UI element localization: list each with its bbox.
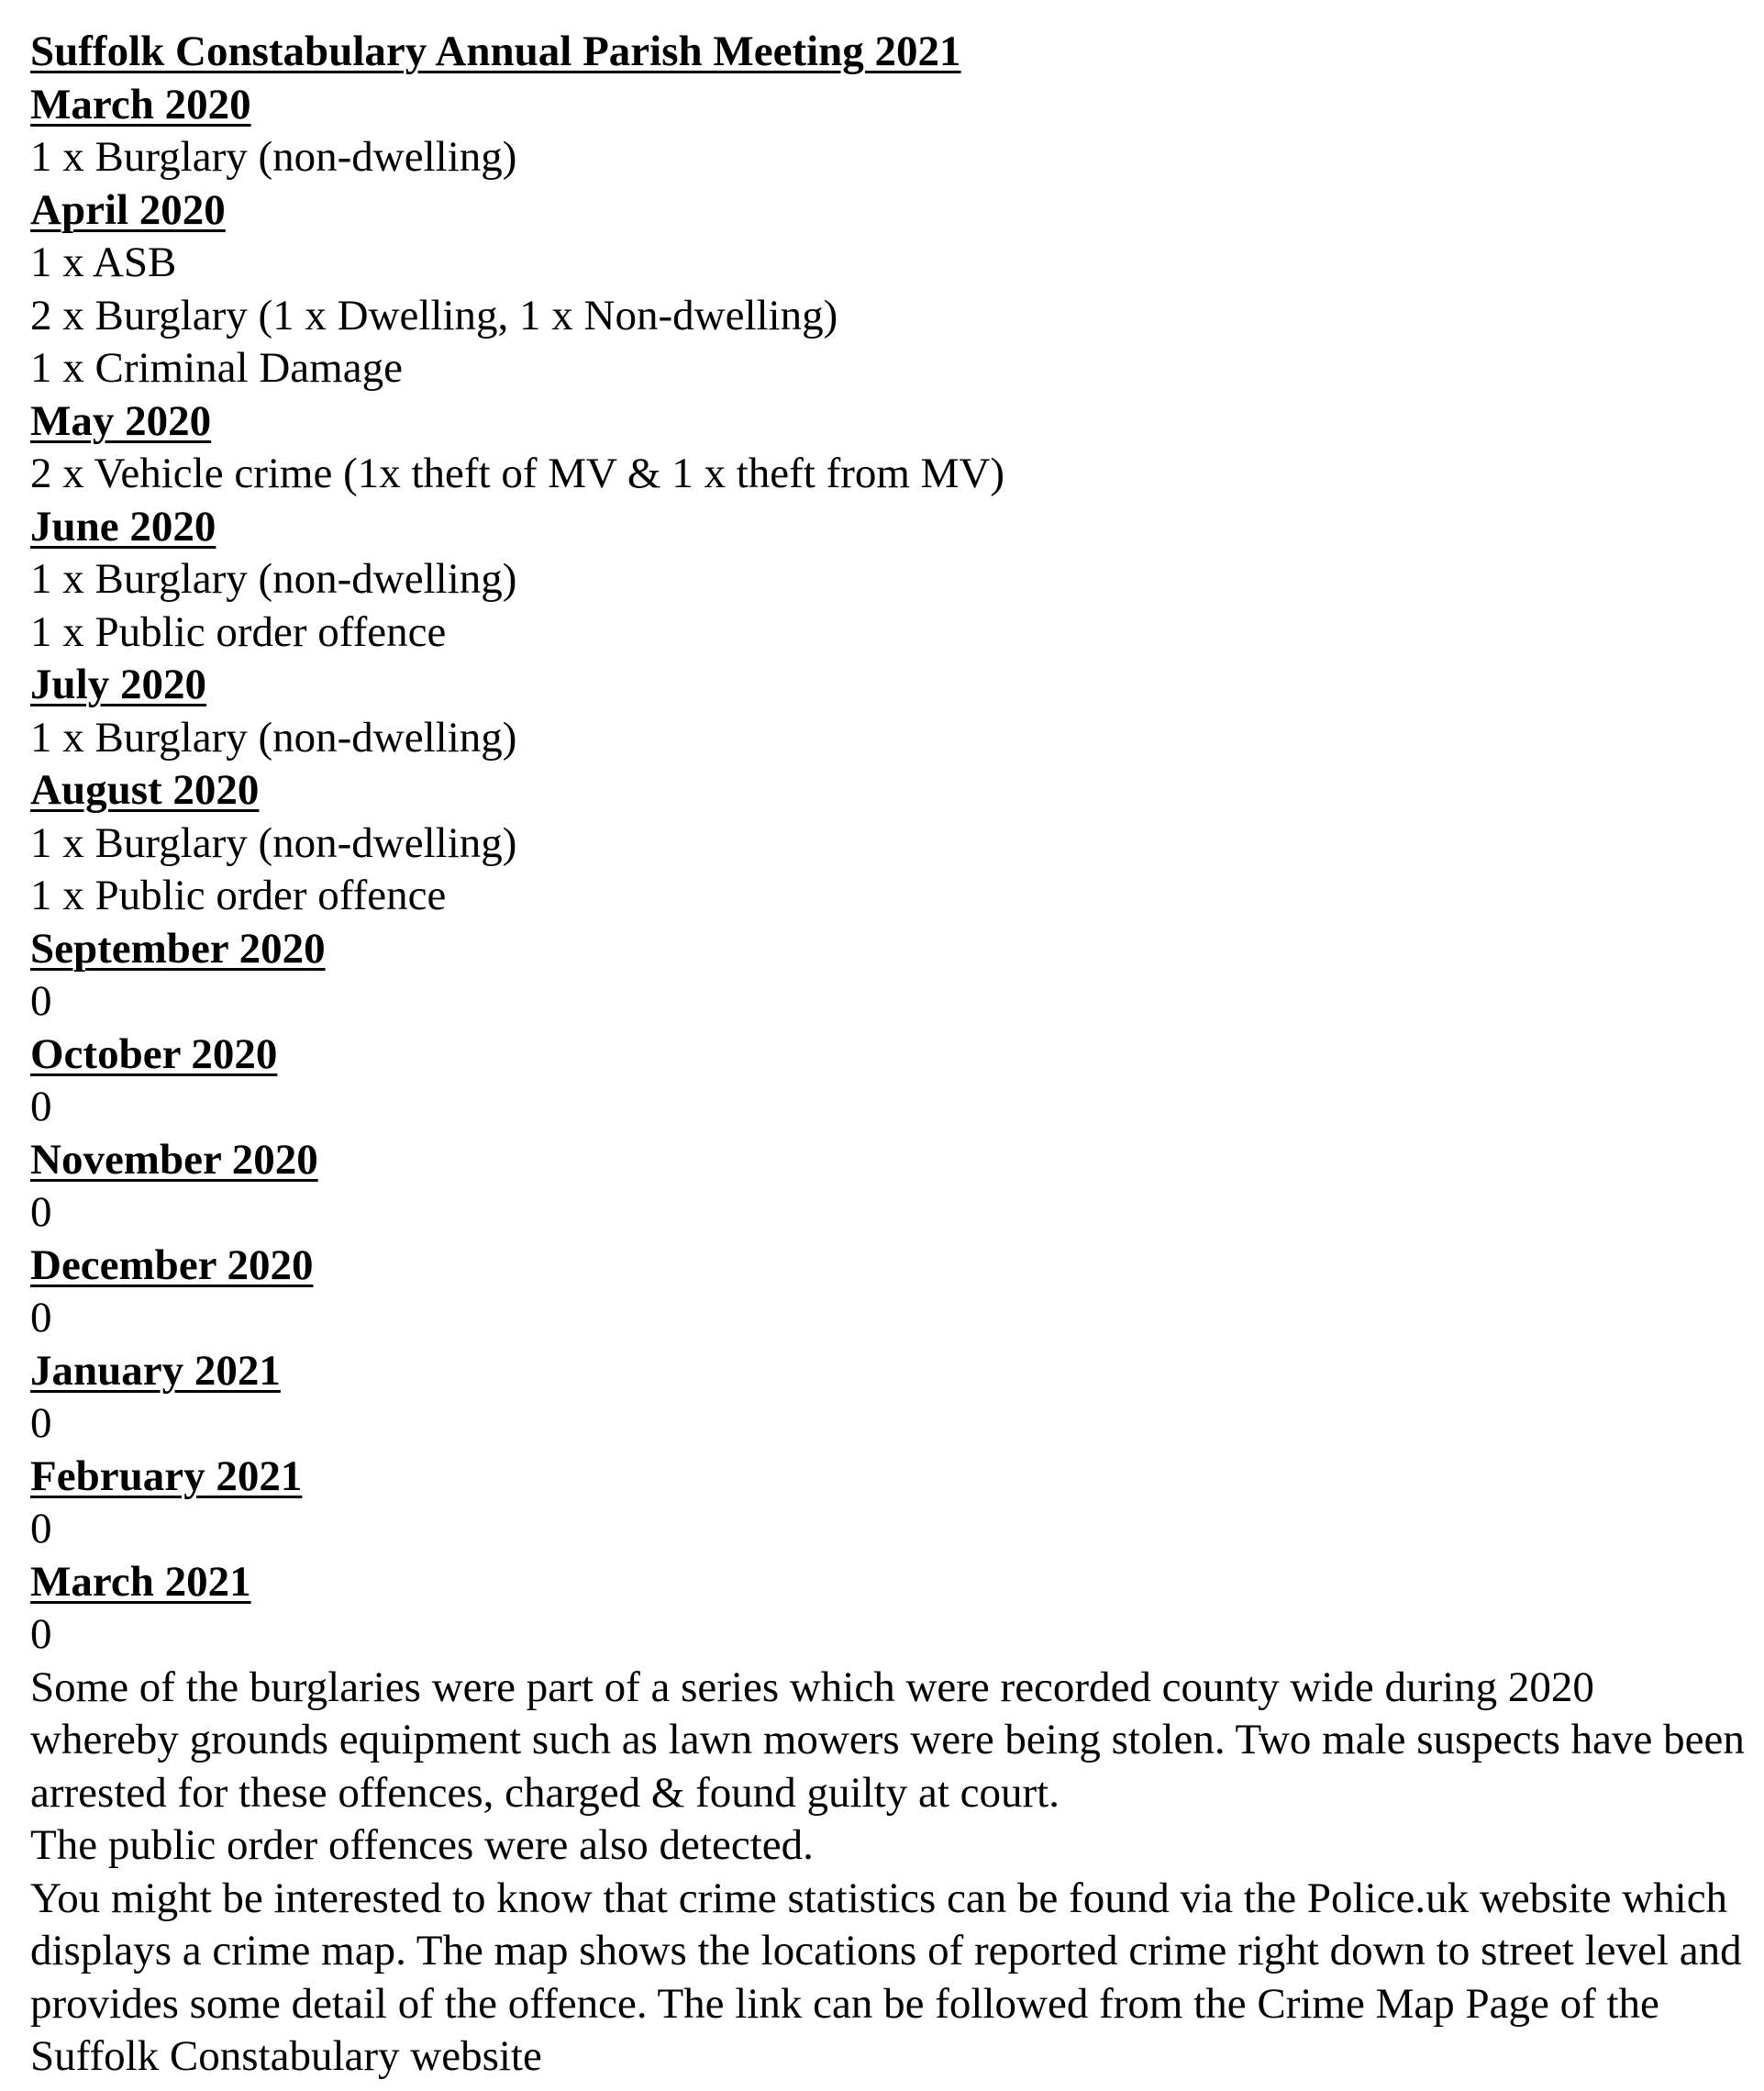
month-section <box>30 1345 1746 1451</box>
crime-count: 0 <box>30 1505 52 1552</box>
month-section <box>30 659 1746 764</box>
month-heading: July 2020 <box>30 661 206 708</box>
month-section <box>30 1134 1746 1240</box>
crime-count: 0 <box>30 1399 52 1447</box>
public-order-paragraph: The public order offences were also detected. <box>30 1821 814 1869</box>
crime-entry: 1 x Burglary (non-dwelling) <box>30 818 517 867</box>
crime-entry: 1 x ASB <box>30 239 177 286</box>
month-heading: January 2021 <box>30 1346 281 1395</box>
month-section <box>30 395 1746 501</box>
burglary-series-paragraph: Some of the burglaries were part of a series which were recorded county wide during 2020 whereby grounds equipment such as lawn mowers were being stolen. Two male suspects have been arrested for these offences, charged & found guilty at court. <box>30 1663 1745 1817</box>
crime-count: 0 <box>30 1188 52 1236</box>
month-section <box>30 184 1746 395</box>
crime-entry: 2 x Vehicle crime (1x theft of MV & 1 x theft from MV) <box>30 450 1005 497</box>
crime-entry: 1 x Criminal Damage <box>30 344 403 392</box>
month-section <box>30 764 1746 923</box>
month-heading: March 2021 <box>30 1557 251 1606</box>
crime-entry: 1 x Burglary (non-dwelling) <box>30 133 517 181</box>
crime-count: 0 <box>30 1294 52 1341</box>
month-heading: February 2021 <box>30 1451 303 1500</box>
month-section <box>30 1240 1746 1345</box>
crime-entry: 1 x Burglary (non-dwelling) <box>30 555 517 603</box>
crime-count: 0 <box>30 977 52 1025</box>
month-heading: March 2020 <box>30 80 251 128</box>
month-heading: August 2020 <box>30 766 260 814</box>
crime-entry: 1 x Public order offence <box>30 607 447 656</box>
month-section <box>30 79 1746 184</box>
month-heading: June 2020 <box>30 502 216 551</box>
month-heading: November 2020 <box>30 1135 318 1184</box>
month-section <box>30 1556 1746 1662</box>
crime-entry: 1 x Public order offence <box>30 872 447 919</box>
document-title: Suffolk Constabulary Annual Parish Meeting 2021 <box>30 28 961 75</box>
month-heading: October 2020 <box>30 1029 278 1078</box>
crime-map-paragraph: You might be interested to know that crime statistics can be found via the Police.uk website which displays a crime map. The map shows the locations of reported crime right down to street level and provides some detail of the offence. The link can be followed from the Crime Map Page of the Suffolk Constabulary website <box>30 1874 1742 2080</box>
month-heading: December 2020 <box>30 1240 314 1289</box>
month-section <box>30 1451 1746 1556</box>
month-section <box>30 501 1746 660</box>
document-body <box>30 26 1746 2084</box>
crime-entry: 1 x Burglary (non-dwelling) <box>30 713 517 762</box>
crime-count: 0 <box>30 1610 52 1658</box>
month-section <box>30 1029 1746 1134</box>
month-heading: April 2020 <box>30 185 226 234</box>
month-heading: September 2020 <box>30 924 326 973</box>
crime-count: 0 <box>30 1083 52 1130</box>
crime-entry: 2 x Burglary (1 x Dwelling, 1 x Non-dwelling) <box>30 291 838 339</box>
month-heading: May 2020 <box>30 396 212 445</box>
month-section <box>30 923 1746 1029</box>
